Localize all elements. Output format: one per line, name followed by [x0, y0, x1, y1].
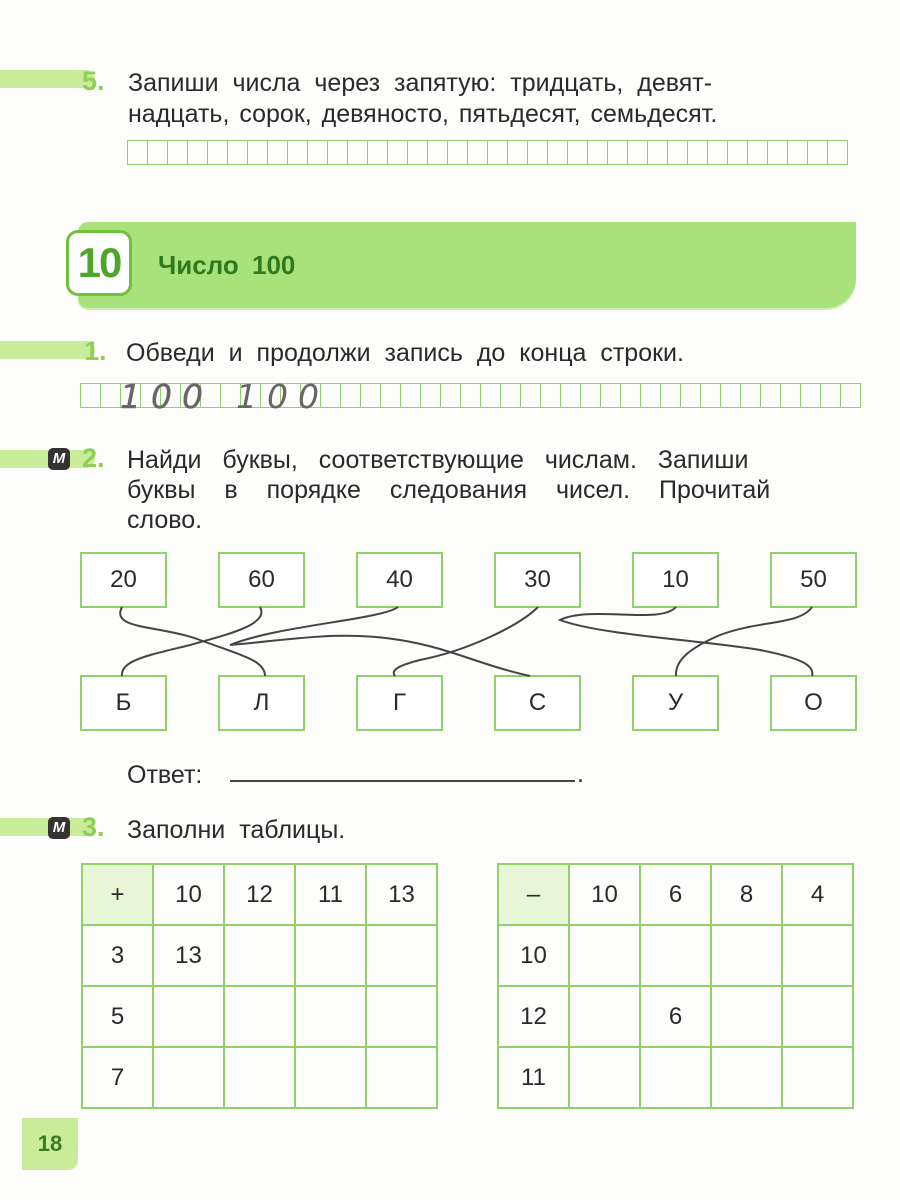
letter-box-5: У	[632, 675, 719, 731]
task1-number: 1.	[84, 336, 107, 366]
writing-cell[interactable]	[688, 140, 708, 165]
writing-cell[interactable]	[208, 140, 228, 165]
writing-cell[interactable]	[781, 383, 801, 408]
task1-trace-2: 100	[236, 377, 329, 416]
header-cell: 13	[366, 864, 437, 925]
answer-cell[interactable]	[711, 1047, 782, 1108]
task3-number: 3.	[82, 812, 105, 842]
subtraction-table	[497, 863, 854, 1109]
answer-label: Ответ:	[127, 761, 203, 789]
answer-cell[interactable]	[782, 986, 853, 1047]
writing-cell[interactable]	[361, 383, 381, 408]
writing-cell[interactable]	[701, 383, 721, 408]
number-box-30: 30	[494, 552, 581, 608]
writing-cell[interactable]	[308, 140, 328, 165]
writing-cell[interactable]	[481, 383, 501, 408]
letter-box-4: С	[494, 675, 581, 731]
writing-cell[interactable]	[468, 140, 488, 165]
writing-cell[interactable]	[708, 140, 728, 165]
table-row	[82, 1047, 437, 1108]
writing-cell[interactable]	[128, 140, 148, 165]
writing-cell[interactable]	[721, 383, 741, 408]
writing-cell[interactable]	[828, 140, 848, 165]
writing-cell[interactable]	[168, 140, 188, 165]
header-cell: 10	[153, 864, 224, 925]
answer-cell[interactable]	[295, 1047, 366, 1108]
table-row	[498, 986, 853, 1047]
writing-cell[interactable]	[768, 140, 788, 165]
row-header-cell: 10	[498, 925, 569, 986]
writing-cell[interactable]	[348, 140, 368, 165]
writing-cell[interactable]	[521, 383, 541, 408]
line-60-to-b	[122, 607, 262, 676]
task2-number: 2.	[82, 443, 105, 473]
page-number-badge	[22, 1118, 78, 1170]
writing-cell[interactable]	[748, 140, 768, 165]
writing-cell[interactable]	[341, 383, 361, 408]
answer-cell[interactable]	[366, 1047, 437, 1108]
writing-cell[interactable]	[788, 140, 808, 165]
writing-cell[interactable]	[581, 383, 601, 408]
task5-text-line2: надцать, сорок, девяносто, пятьдесят, семьдесят.	[128, 100, 718, 128]
writing-cell[interactable]	[668, 140, 688, 165]
row-header-cell: 7	[82, 1047, 153, 1108]
lesson-number-badge	[66, 230, 132, 296]
writing-cell[interactable]	[421, 383, 441, 408]
writing-cell[interactable]	[328, 140, 348, 165]
answer-cell[interactable]: 6	[640, 986, 711, 1047]
task5-number: 5.	[82, 66, 105, 96]
writing-cell[interactable]	[501, 383, 521, 408]
writing-cell[interactable]	[101, 383, 121, 408]
table-row	[498, 1047, 853, 1108]
writing-cell[interactable]	[81, 383, 101, 408]
header-cell: 8	[711, 864, 782, 925]
table-row	[498, 925, 853, 986]
writing-cell[interactable]	[488, 140, 508, 165]
writing-cell[interactable]	[728, 140, 748, 165]
writing-cell[interactable]	[588, 140, 608, 165]
answer-cell[interactable]	[782, 925, 853, 986]
line-30-to-g	[394, 607, 538, 676]
table-header-row	[498, 864, 853, 925]
header-cell: 6	[640, 864, 711, 925]
task5-marker-bar	[0, 70, 95, 88]
header-cell: 4	[782, 864, 853, 925]
answer-cell[interactable]	[569, 925, 640, 986]
answer-cell[interactable]	[569, 986, 640, 1047]
answer-cell[interactable]	[366, 986, 437, 1047]
row-header-cell: 12	[498, 986, 569, 1047]
answer-cell[interactable]	[295, 925, 366, 986]
writing-cell[interactable]	[808, 140, 828, 165]
writing-cell[interactable]	[801, 383, 821, 408]
line-50-to-u	[676, 607, 812, 676]
header-cell: 10	[569, 864, 640, 925]
answer-cell[interactable]	[295, 986, 366, 1047]
writing-cell[interactable]	[508, 140, 528, 165]
table-row	[82, 986, 437, 1047]
header-cell: 11	[295, 864, 366, 925]
row-header-cell: 11	[498, 1047, 569, 1108]
writing-cell[interactable]	[441, 383, 461, 408]
answer-cell[interactable]: 13	[153, 925, 224, 986]
answer-cell[interactable]	[366, 925, 437, 986]
task2-text-line1: Найди буквы, соответствующие числам. Запиши	[127, 446, 749, 474]
writing-cell[interactable]	[821, 383, 841, 408]
letter-box-1: Б	[80, 675, 167, 731]
task1-text: Обведи и продолжи запись до конца строки.	[126, 339, 684, 367]
number-box-60: 60	[218, 552, 305, 608]
letter-box-2: Л	[218, 675, 305, 731]
answer-cell[interactable]	[711, 925, 782, 986]
task2-text-line2: буквы в порядке следования чисел. Прочитай	[127, 476, 771, 504]
page-number: 18	[37, 1131, 63, 1156]
writing-cell[interactable]	[741, 383, 761, 408]
writing-cell[interactable]	[661, 383, 681, 408]
writing-cell[interactable]	[268, 140, 288, 165]
task3-m-badge: М	[48, 817, 70, 839]
writing-cell[interactable]	[188, 140, 208, 165]
writing-cell[interactable]	[248, 140, 268, 165]
table-row	[82, 925, 437, 986]
answer-cell[interactable]	[711, 986, 782, 1047]
lesson-number: 10	[77, 239, 121, 286]
writing-cell[interactable]	[568, 140, 588, 165]
answer-cell[interactable]	[153, 1047, 224, 1108]
answer-cell[interactable]	[640, 1047, 711, 1108]
row-header-cell: 5	[82, 986, 153, 1047]
task2-m-badge: М	[48, 448, 70, 470]
answer-cell[interactable]	[569, 1047, 640, 1108]
writing-cell[interactable]	[841, 383, 861, 408]
answer-period: .	[577, 760, 584, 788]
answer-cell[interactable]	[153, 986, 224, 1047]
number-box-20: 20	[80, 552, 167, 608]
writing-cell[interactable]	[528, 140, 548, 165]
writing-cell[interactable]	[628, 140, 648, 165]
writing-cell[interactable]	[401, 383, 421, 408]
writing-cell[interactable]	[541, 383, 561, 408]
number-box-40: 40	[356, 552, 443, 608]
writing-cell[interactable]	[561, 383, 581, 408]
answer-line[interactable]	[230, 780, 575, 782]
task5-writing-cells[interactable]	[127, 140, 848, 165]
task5-text-line1: Запиши числа через запятую: тридцать, девят-	[128, 69, 713, 97]
lesson-title: Число 100	[158, 250, 296, 280]
number-box-50: 50	[770, 552, 857, 608]
writing-cell[interactable]	[608, 140, 628, 165]
header-cell: 12	[224, 864, 295, 925]
row-header-cell: 3	[82, 925, 153, 986]
writing-cell[interactable]	[548, 140, 568, 165]
writing-cell[interactable]	[388, 140, 408, 165]
writing-cell[interactable]	[428, 140, 448, 165]
writing-cell[interactable]	[448, 140, 468, 165]
line-40-to-s	[230, 607, 530, 676]
table-header-row	[82, 864, 437, 925]
writing-cell[interactable]	[381, 383, 401, 408]
operator-cell: –	[498, 864, 569, 925]
task1-marker-bar	[0, 341, 95, 359]
letter-box-3: Г	[356, 675, 443, 731]
writing-cell[interactable]	[228, 140, 248, 165]
writing-cell[interactable]	[761, 383, 781, 408]
number-box-10: 10	[632, 552, 719, 608]
writing-cell[interactable]	[601, 383, 621, 408]
writing-cell[interactable]	[288, 140, 308, 165]
answer-cell[interactable]	[640, 925, 711, 986]
answer-cell[interactable]	[782, 1047, 853, 1108]
answer-cell[interactable]	[224, 1047, 295, 1108]
answer-cell[interactable]	[224, 925, 295, 986]
writing-cell[interactable]	[461, 383, 481, 408]
line-10-to-o	[560, 607, 812, 676]
task1-trace-1: 100	[120, 377, 213, 416]
writing-cell[interactable]	[621, 383, 641, 408]
line-20-to-l	[120, 607, 265, 676]
writing-cell[interactable]	[681, 383, 701, 408]
addition-table	[81, 863, 438, 1109]
task3-text: Заполни таблицы.	[127, 816, 346, 844]
letter-box-6: О	[770, 675, 857, 731]
answer-cell[interactable]	[224, 986, 295, 1047]
writing-cell[interactable]	[368, 140, 388, 165]
writing-cell[interactable]	[641, 383, 661, 408]
writing-cell[interactable]	[648, 140, 668, 165]
task2-text-line3: слово.	[127, 506, 203, 534]
writing-cell[interactable]	[148, 140, 168, 165]
operator-cell: +	[82, 864, 153, 925]
writing-cell[interactable]	[408, 140, 428, 165]
